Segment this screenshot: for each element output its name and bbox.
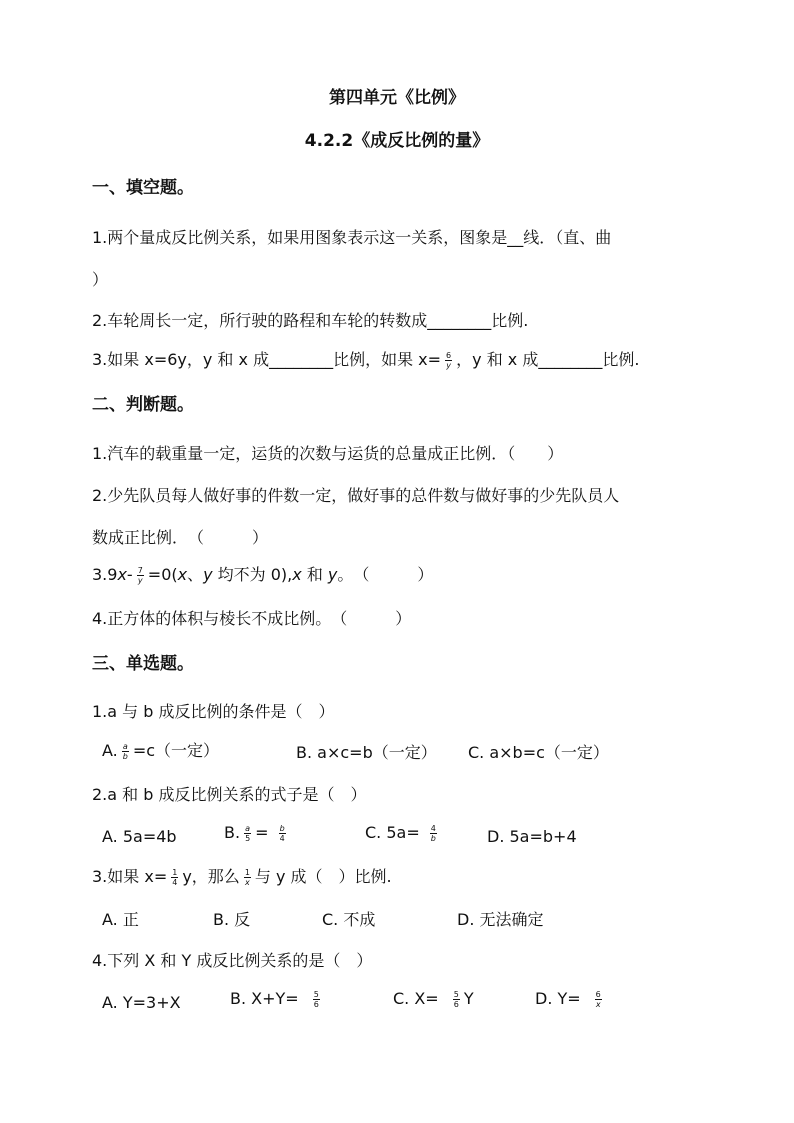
option-fraction [244, 824, 251, 843]
page-title: 第四单元《比例》 [329, 88, 465, 108]
fraction-denominator: 5 [245, 834, 251, 843]
fraction-numerator: 5 [453, 990, 459, 999]
var-y: y [203, 565, 213, 584]
option-fraction [595, 990, 602, 1009]
choice-q3-option-b: B. 反 [213, 910, 251, 929]
fraction-denominator: b [122, 752, 128, 761]
choice-q3-option-c: C. 不成 [322, 910, 376, 929]
fill-q3-part-b: ，y 和 x 成________比例. [456, 350, 640, 369]
option-fraction [313, 990, 320, 1009]
judge-q2-line2: 数成正比例． （ ） [92, 528, 269, 547]
fraction-numerator: 1 [172, 868, 178, 877]
choice-q3-stem [92, 868, 392, 887]
choice-q2-option-c [365, 824, 441, 843]
choice-q2-option-a: A. 5a=4b [102, 827, 177, 846]
choice-q1-option-a [102, 742, 219, 761]
choice-q4-stem: 4.下列 X 和 Y 成反比例关系的是（ ） [92, 951, 373, 970]
stem-text: 3.如果 x= [92, 867, 168, 886]
option-fraction [430, 824, 437, 843]
option-label: C. 5a= [365, 823, 420, 842]
section-judge-heading: 二、判断题。 [92, 395, 194, 415]
var-y: y [327, 565, 338, 584]
option-fraction [279, 824, 286, 843]
choice-q2-option-b [224, 824, 290, 843]
judge-q2-line1: 2.少先队员每人做好事的件数一定，做好事的总件数与做好事的少先队员人 [92, 486, 620, 505]
fraction-numerator: a [122, 742, 128, 751]
stem-text: 与 y 成（ ）比例. [254, 867, 392, 886]
fraction-numerator: 7 [137, 566, 143, 575]
fraction-numerator: b [279, 824, 285, 833]
choice-q2-stem: 2.a 和 b 成反比例关系的式子是（ ） [92, 785, 367, 804]
fraction-denominator: y [137, 576, 143, 585]
option-label: A. [102, 741, 118, 760]
fraction-denominator: 4 [279, 834, 285, 843]
minus-sign: - [126, 565, 133, 584]
option-label: B. X+Y= [230, 989, 299, 1008]
var-x: x [292, 565, 302, 584]
choice-q3-option-d: D. 无法确定 [457, 910, 544, 929]
var-x: x [117, 565, 127, 584]
fraction-denominator: b [430, 834, 436, 843]
fill-q3-fraction [445, 351, 452, 370]
section-fill-heading: 一、填空题。 [92, 178, 194, 198]
stem-fraction [244, 868, 251, 887]
judge-q3-fraction [137, 566, 144, 585]
choice-q4-option-a: A. Y=3+X [102, 993, 181, 1012]
section-choice-heading: 三、单选题。 [92, 654, 194, 674]
option-text: =c（一定） [132, 741, 220, 760]
judge-q3-text: 、 [187, 565, 204, 584]
choice-q4-option-c [393, 990, 474, 1009]
option-fraction [122, 742, 129, 761]
choice-q1-option-b: B. a×c=b（一定） [296, 743, 437, 762]
option-label: B. [224, 823, 241, 842]
judge-q3-text: 和 [301, 565, 328, 584]
option-label: D. Y= [535, 989, 581, 1008]
fraction-numerator: a [245, 824, 251, 833]
fraction-numerator: 6 [446, 351, 452, 360]
fraction-denominator: y [446, 361, 451, 370]
fraction-numerator: 6 [595, 990, 601, 999]
fraction-numerator: 1 [244, 868, 250, 877]
stem-fraction [171, 868, 178, 887]
judge-q3-text: 均不为 0), [212, 565, 293, 584]
fill-q2: 2.车轮周长一定，所行驶的路程和车轮的转数成________比例. [92, 311, 529, 330]
fraction-denominator: 4 [172, 878, 178, 887]
var-x: x [177, 565, 188, 584]
option-text: Y [463, 989, 474, 1008]
fill-q1-line2: ） [92, 270, 109, 289]
fraction-denominator: 6 [453, 1000, 459, 1009]
choice-q2-option-d: D. 5a=b+4 [487, 827, 577, 846]
stem-text: y，那么 [182, 867, 240, 886]
choice-q1-option-c: C. a×b=c（一定） [468, 743, 609, 762]
judge-q4: 4.正方体的体积与棱长不成比例。 （ ） [92, 609, 412, 628]
fraction-denominator: x [595, 1000, 601, 1009]
judge-q3 [92, 566, 433, 585]
fill-q1-line1: 1.两个量成反比例关系，如果用图象表示这一关系，图象是__线．（直、曲 [92, 228, 612, 247]
choice-q4-option-d [535, 990, 606, 1009]
fill-q3 [92, 351, 639, 370]
fraction-numerator: 4 [430, 824, 436, 833]
judge-q1: 1.汽车的载重量一定，运货的次数与运货的总量成正比例．（ ） [92, 444, 564, 463]
judge-q3-text: =0( [147, 565, 178, 584]
fraction-denominator: x [244, 878, 250, 887]
fill-q3-part-a: 3.如果 x=6y，y 和 x 成________比例，如果 x= [92, 350, 442, 369]
page-subtitle: 4.2.2《成反比例的量》 [304, 131, 490, 151]
judge-q3-text: 3.9 [92, 565, 118, 584]
fraction-denominator: 6 [313, 1000, 319, 1009]
option-fraction [453, 990, 460, 1009]
choice-q3-option-a: A. 正 [102, 910, 139, 929]
equals-sign: = [255, 823, 269, 842]
choice-q4-option-b [230, 990, 324, 1009]
choice-q1-stem: 1.a 与 b 成反比例的条件是（ ） [92, 702, 335, 721]
fraction-numerator: 5 [313, 990, 319, 999]
judge-q3-text: 。 （ ） [337, 565, 434, 584]
option-label: C. X= [393, 989, 439, 1008]
